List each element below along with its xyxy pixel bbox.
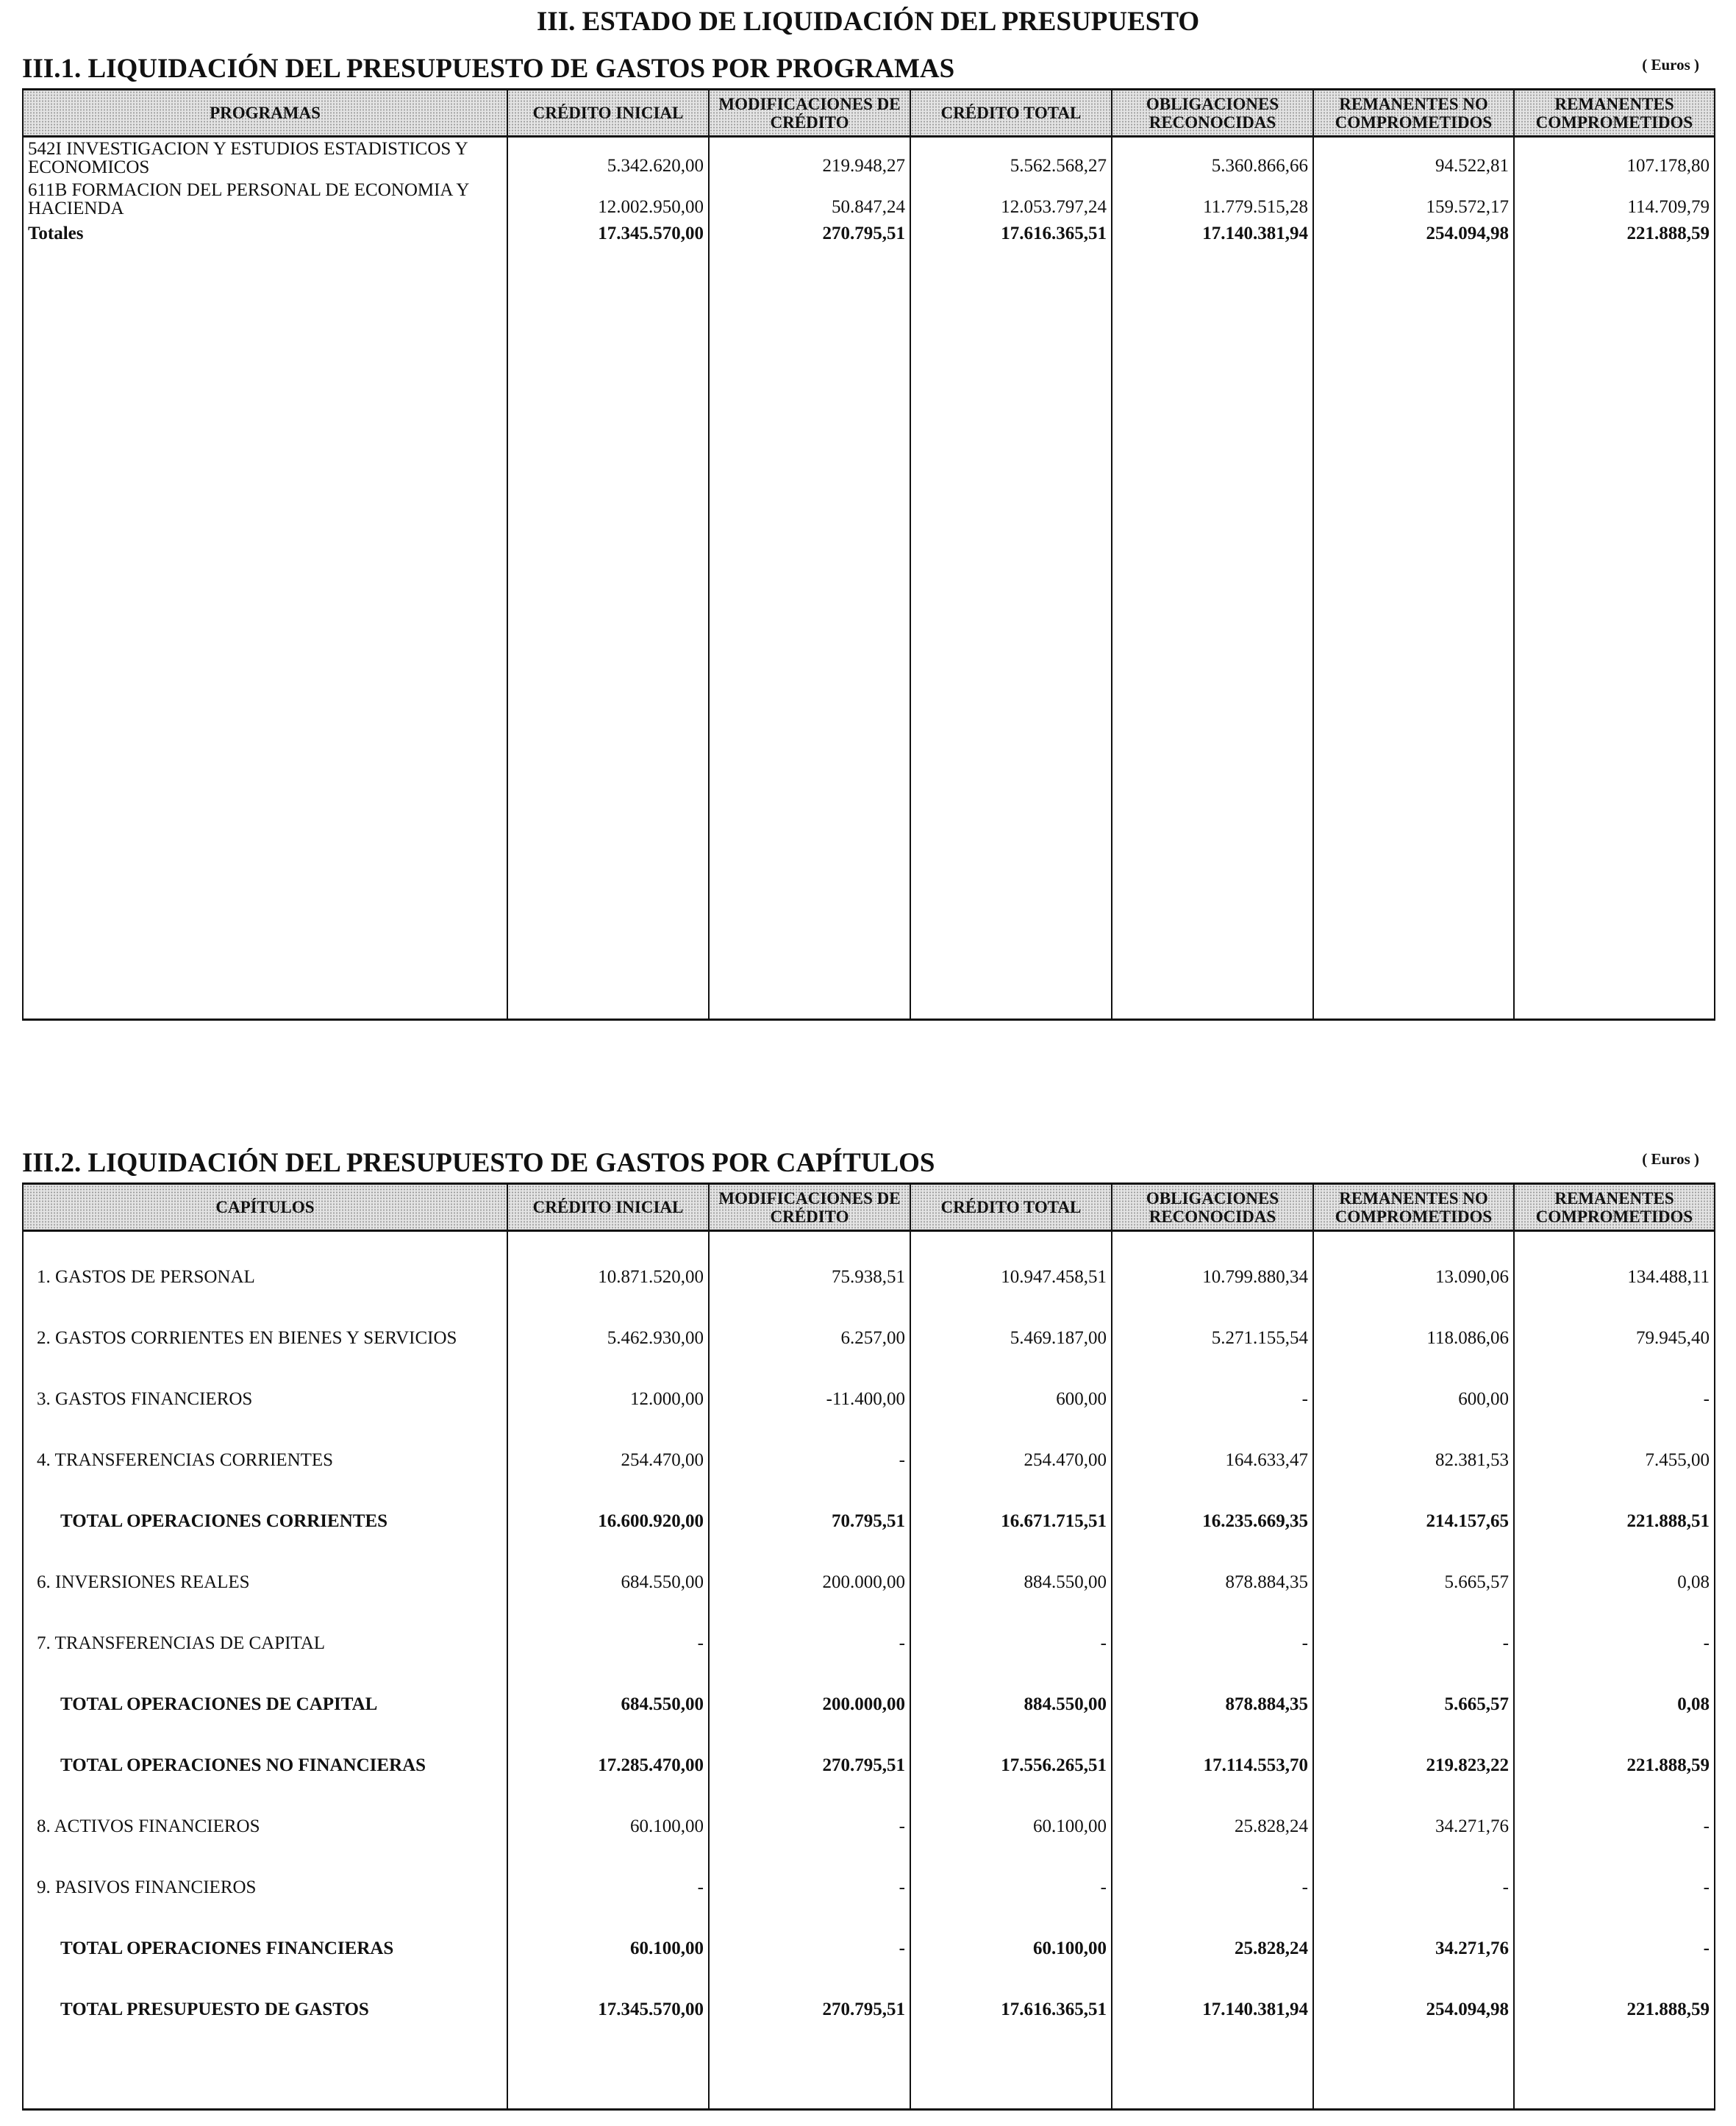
section2-title: III.2. LIQUIDACIÓN DEL PRESUPUESTO DE GASTOS POR CAPÍTULOS [22, 1148, 935, 1178]
total-amount-cell: 221.888,59 [1514, 219, 1715, 246]
amount-cell: - [709, 1613, 910, 1674]
empty-cell [709, 2041, 910, 2110]
amount-cell: 16.600.920,00 [507, 1491, 709, 1552]
column-header: REMANENTES NO COMPROMETIDOS [1313, 1184, 1514, 1231]
chapter-name: TOTAL OPERACIONES FINANCIERAS [23, 1919, 507, 1980]
column-header: REMANENTES NO COMPROMETIDOS [1313, 90, 1514, 137]
empty-cell [507, 246, 709, 1020]
amount-cell: - [709, 1797, 910, 1858]
amount-cell: - [1112, 1613, 1313, 1674]
total-amount-cell: 270.795,51 [709, 219, 910, 246]
amount-cell: 75.938,51 [709, 1247, 910, 1308]
amount-cell: 219.823,22 [1313, 1736, 1514, 1797]
subtotal-row [23, 1980, 1715, 2041]
header-row [23, 1184, 1715, 1231]
amount-cell: 34.271,76 [1313, 1919, 1514, 1980]
amount-cell: 134.488,11 [1514, 1247, 1715, 1308]
amount-cell: 82.381,53 [1313, 1430, 1514, 1491]
empty-cell [910, 246, 1112, 1020]
amount-cell: 221.888,51 [1514, 1491, 1715, 1552]
column-header: REMANENTES COMPROMETIDOS [1514, 1184, 1715, 1231]
section2-units: ( Euros ) [1642, 1150, 1699, 1168]
amount-cell: 200.000,00 [709, 1674, 910, 1736]
amount-cell: 600,00 [910, 1369, 1112, 1430]
empty-cell [1112, 2041, 1313, 2110]
amount-cell: 50.847,24 [709, 178, 910, 219]
chapter-name: 6. INVERSIONES REALES [23, 1552, 507, 1613]
program-name: 542I INVESTIGACION Y ESTUDIOS ESTADISTICOS Y ECONOMICOS [23, 137, 507, 178]
amount-cell: 16.235.669,35 [1112, 1491, 1313, 1552]
amount-cell: 5.562.568,27 [910, 137, 1112, 178]
table-row [23, 1308, 1715, 1369]
column-header: CRÉDITO INICIAL [507, 1184, 709, 1231]
amount-cell: - [709, 1858, 910, 1919]
totals-label: Totales [23, 219, 507, 246]
amount-cell: 5.342.620,00 [507, 137, 709, 178]
chapter-name: 2. GASTOS CORRIENTES EN BIENES Y SERVICIOS [23, 1308, 507, 1369]
amount-cell: 5.271.155,54 [1112, 1308, 1313, 1369]
table-row [23, 1797, 1715, 1858]
amount-cell: 34.271,76 [1313, 1797, 1514, 1858]
amount-cell: 17.345.570,00 [507, 1980, 709, 2041]
amount-cell: 254.094,98 [1313, 1980, 1514, 2041]
amount-cell: 5.665,57 [1313, 1552, 1514, 1613]
empty-cell [1112, 246, 1313, 1020]
empty-cell [910, 2041, 1112, 2110]
amount-cell: 159.572,17 [1313, 178, 1514, 219]
amount-cell: - [709, 1919, 910, 1980]
spacer-row [23, 1231, 1715, 1247]
table-row [23, 1552, 1715, 1613]
chapter-name: 3. GASTOS FINANCIEROS [23, 1369, 507, 1430]
amount-cell: 878.884,35 [1112, 1674, 1313, 1736]
empty-cell [23, 1231, 507, 1247]
amount-cell: 221.888,59 [1514, 1980, 1715, 2041]
amount-cell: 17.140.381,94 [1112, 1980, 1313, 2041]
amount-cell: 60.100,00 [507, 1919, 709, 1980]
amount-cell: - [1514, 1797, 1715, 1858]
chapter-name: TOTAL OPERACIONES NO FINANCIERAS [23, 1736, 507, 1797]
amount-cell: 60.100,00 [507, 1797, 709, 1858]
table-row [23, 1858, 1715, 1919]
amount-cell: 107.178,80 [1514, 137, 1715, 178]
total-amount-cell: 17.616.365,51 [910, 219, 1112, 246]
amount-cell: - [910, 1858, 1112, 1919]
amount-cell: 164.633,47 [1112, 1430, 1313, 1491]
amount-cell: 5.360.866,66 [1112, 137, 1313, 178]
amount-cell: 270.795,51 [709, 1736, 910, 1797]
amount-cell: 70.795,51 [709, 1491, 910, 1552]
amount-cell: 17.616.365,51 [910, 1980, 1112, 2041]
section1-title: III.1. LIQUIDACIÓN DEL PRESUPUESTO DE GASTOS POR PROGRAMAS [22, 54, 955, 84]
amount-cell: 5.665,57 [1313, 1674, 1514, 1736]
empty-cell [1514, 1231, 1715, 1247]
amount-cell: 0,08 [1514, 1674, 1715, 1736]
chapter-name: TOTAL OPERACIONES DE CAPITAL [23, 1674, 507, 1736]
amount-cell: 5.469.187,00 [910, 1308, 1112, 1369]
empty-cell [1514, 246, 1715, 1020]
amount-cell: 118.086,06 [1313, 1308, 1514, 1369]
amount-cell: 79.945,40 [1514, 1308, 1715, 1369]
chapter-name: 1. GASTOS DE PERSONAL [23, 1247, 507, 1308]
column-header: REMANENTES COMPROMETIDOS [1514, 90, 1715, 137]
chapter-name: 9. PASIVOS FINANCIEROS [23, 1858, 507, 1919]
amount-cell: - [1514, 1613, 1715, 1674]
section1-units: ( Euros ) [1642, 56, 1699, 74]
chapter-name: TOTAL PRESUPUESTO DE GASTOS [23, 1980, 507, 2041]
empty-cell [1112, 1231, 1313, 1247]
empty-cell [1313, 246, 1514, 1020]
amount-cell: 6.257,00 [709, 1308, 910, 1369]
amount-cell: 12.053.797,24 [910, 178, 1112, 219]
empty-cell [1514, 2041, 1715, 2110]
totals-row [23, 219, 1715, 246]
empty-cell [23, 246, 507, 1020]
column-header: MODIFICACIONES DE CRÉDITO [709, 90, 910, 137]
amount-cell: 16.671.715,51 [910, 1491, 1112, 1552]
empty-cell [507, 1231, 709, 1247]
amount-cell: 17.285.470,00 [507, 1736, 709, 1797]
amount-cell: 254.470,00 [507, 1430, 709, 1491]
chapter-name: 7. TRANSFERENCIAS DE CAPITAL [23, 1613, 507, 1674]
empty-filler-row [23, 246, 1715, 1020]
amount-cell: 878.884,35 [1112, 1552, 1313, 1613]
subtotal-row [23, 1736, 1715, 1797]
amount-cell: 221.888,59 [1514, 1736, 1715, 1797]
amount-cell: 17.556.265,51 [910, 1736, 1112, 1797]
amount-cell: 114.709,79 [1514, 178, 1715, 219]
document-title: III. ESTADO DE LIQUIDACIÓN DEL PRESUPUESTO [536, 7, 1200, 37]
amount-cell: 12.000,00 [507, 1369, 709, 1430]
amount-cell: - [507, 1858, 709, 1919]
column-header: OBLIGACIONES RECONOCIDAS [1112, 90, 1313, 137]
amount-cell: 219.948,27 [709, 137, 910, 178]
empty-cell [23, 2041, 507, 2110]
amount-cell: 884.550,00 [910, 1674, 1112, 1736]
amount-cell: 94.522,81 [1313, 137, 1514, 178]
chapters-table [22, 1183, 1715, 2111]
chapter-name: 8. ACTIVOS FINANCIEROS [23, 1797, 507, 1858]
header-row [23, 90, 1715, 137]
total-amount-cell: 254.094,98 [1313, 219, 1514, 246]
amount-cell: - [709, 1430, 910, 1491]
amount-cell: - [1112, 1369, 1313, 1430]
amount-cell: 5.462.930,00 [507, 1308, 709, 1369]
program-name: 611B FORMACION DEL PERSONAL DE ECONOMIA Y HACIENDA [23, 178, 507, 219]
empty-cell [709, 246, 910, 1020]
amount-cell: 12.002.950,00 [507, 178, 709, 219]
empty-cell [1313, 2041, 1514, 2110]
table-row [23, 1247, 1715, 1308]
amount-cell: 10.799.880,34 [1112, 1247, 1313, 1308]
amount-cell: 214.157,65 [1313, 1491, 1514, 1552]
subtotal-row [23, 1674, 1715, 1736]
amount-cell: 60.100,00 [910, 1919, 1112, 1980]
amount-cell: - [1313, 1613, 1514, 1674]
column-header: CRÉDITO TOTAL [910, 90, 1112, 137]
empty-filler-row [23, 2041, 1715, 2110]
amount-cell: - [1313, 1858, 1514, 1919]
amount-cell: 0,08 [1514, 1552, 1715, 1613]
amount-cell: 684.550,00 [507, 1552, 709, 1613]
empty-cell [1313, 1231, 1514, 1247]
programs-table [22, 88, 1715, 1021]
amount-cell: 10.871.520,00 [507, 1247, 709, 1308]
amount-cell: - [1514, 1369, 1715, 1430]
table-row [23, 178, 1715, 219]
chapter-name: TOTAL OPERACIONES CORRIENTES [23, 1491, 507, 1552]
amount-cell: 13.090,06 [1313, 1247, 1514, 1308]
column-header: CRÉDITO INICIAL [507, 90, 709, 137]
amount-cell: - [1112, 1858, 1313, 1919]
amount-cell: -11.400,00 [709, 1369, 910, 1430]
amount-cell: 884.550,00 [910, 1552, 1112, 1613]
column-header: CRÉDITO TOTAL [910, 1184, 1112, 1231]
amount-cell: 7.455,00 [1514, 1430, 1715, 1491]
amount-cell: 684.550,00 [507, 1674, 709, 1736]
empty-cell [507, 2041, 709, 2110]
table-row [23, 1613, 1715, 1674]
amount-cell: - [1514, 1858, 1715, 1919]
amount-cell: - [910, 1613, 1112, 1674]
table-row [23, 137, 1715, 178]
amount-cell: 17.114.553,70 [1112, 1736, 1313, 1797]
amount-cell: 10.947.458,51 [910, 1247, 1112, 1308]
amount-cell: 25.828,24 [1112, 1797, 1313, 1858]
amount-cell: - [1514, 1919, 1715, 1980]
subtotal-row [23, 1919, 1715, 1980]
amount-cell: 11.779.515,28 [1112, 178, 1313, 219]
amount-cell: 254.470,00 [910, 1430, 1112, 1491]
chapter-name: 4. TRANSFERENCIAS CORRIENTES [23, 1430, 507, 1491]
table-row [23, 1430, 1715, 1491]
amount-cell: 270.795,51 [709, 1980, 910, 2041]
subtotal-row [23, 1491, 1715, 1552]
table-row [23, 1369, 1715, 1430]
total-amount-cell: 17.140.381,94 [1112, 219, 1313, 246]
column-header: CAPÍTULOS [23, 1184, 507, 1231]
amount-cell: - [507, 1613, 709, 1674]
empty-cell [709, 1231, 910, 1247]
amount-cell: 600,00 [1313, 1369, 1514, 1430]
total-amount-cell: 17.345.570,00 [507, 219, 709, 246]
amount-cell: 60.100,00 [910, 1797, 1112, 1858]
column-header: PROGRAMAS [23, 90, 507, 137]
amount-cell: 25.828,24 [1112, 1919, 1313, 1980]
column-header: MODIFICACIONES DE CRÉDITO [709, 1184, 910, 1231]
amount-cell: 200.000,00 [709, 1552, 910, 1613]
empty-cell [910, 1231, 1112, 1247]
column-header: OBLIGACIONES RECONOCIDAS [1112, 1184, 1313, 1231]
